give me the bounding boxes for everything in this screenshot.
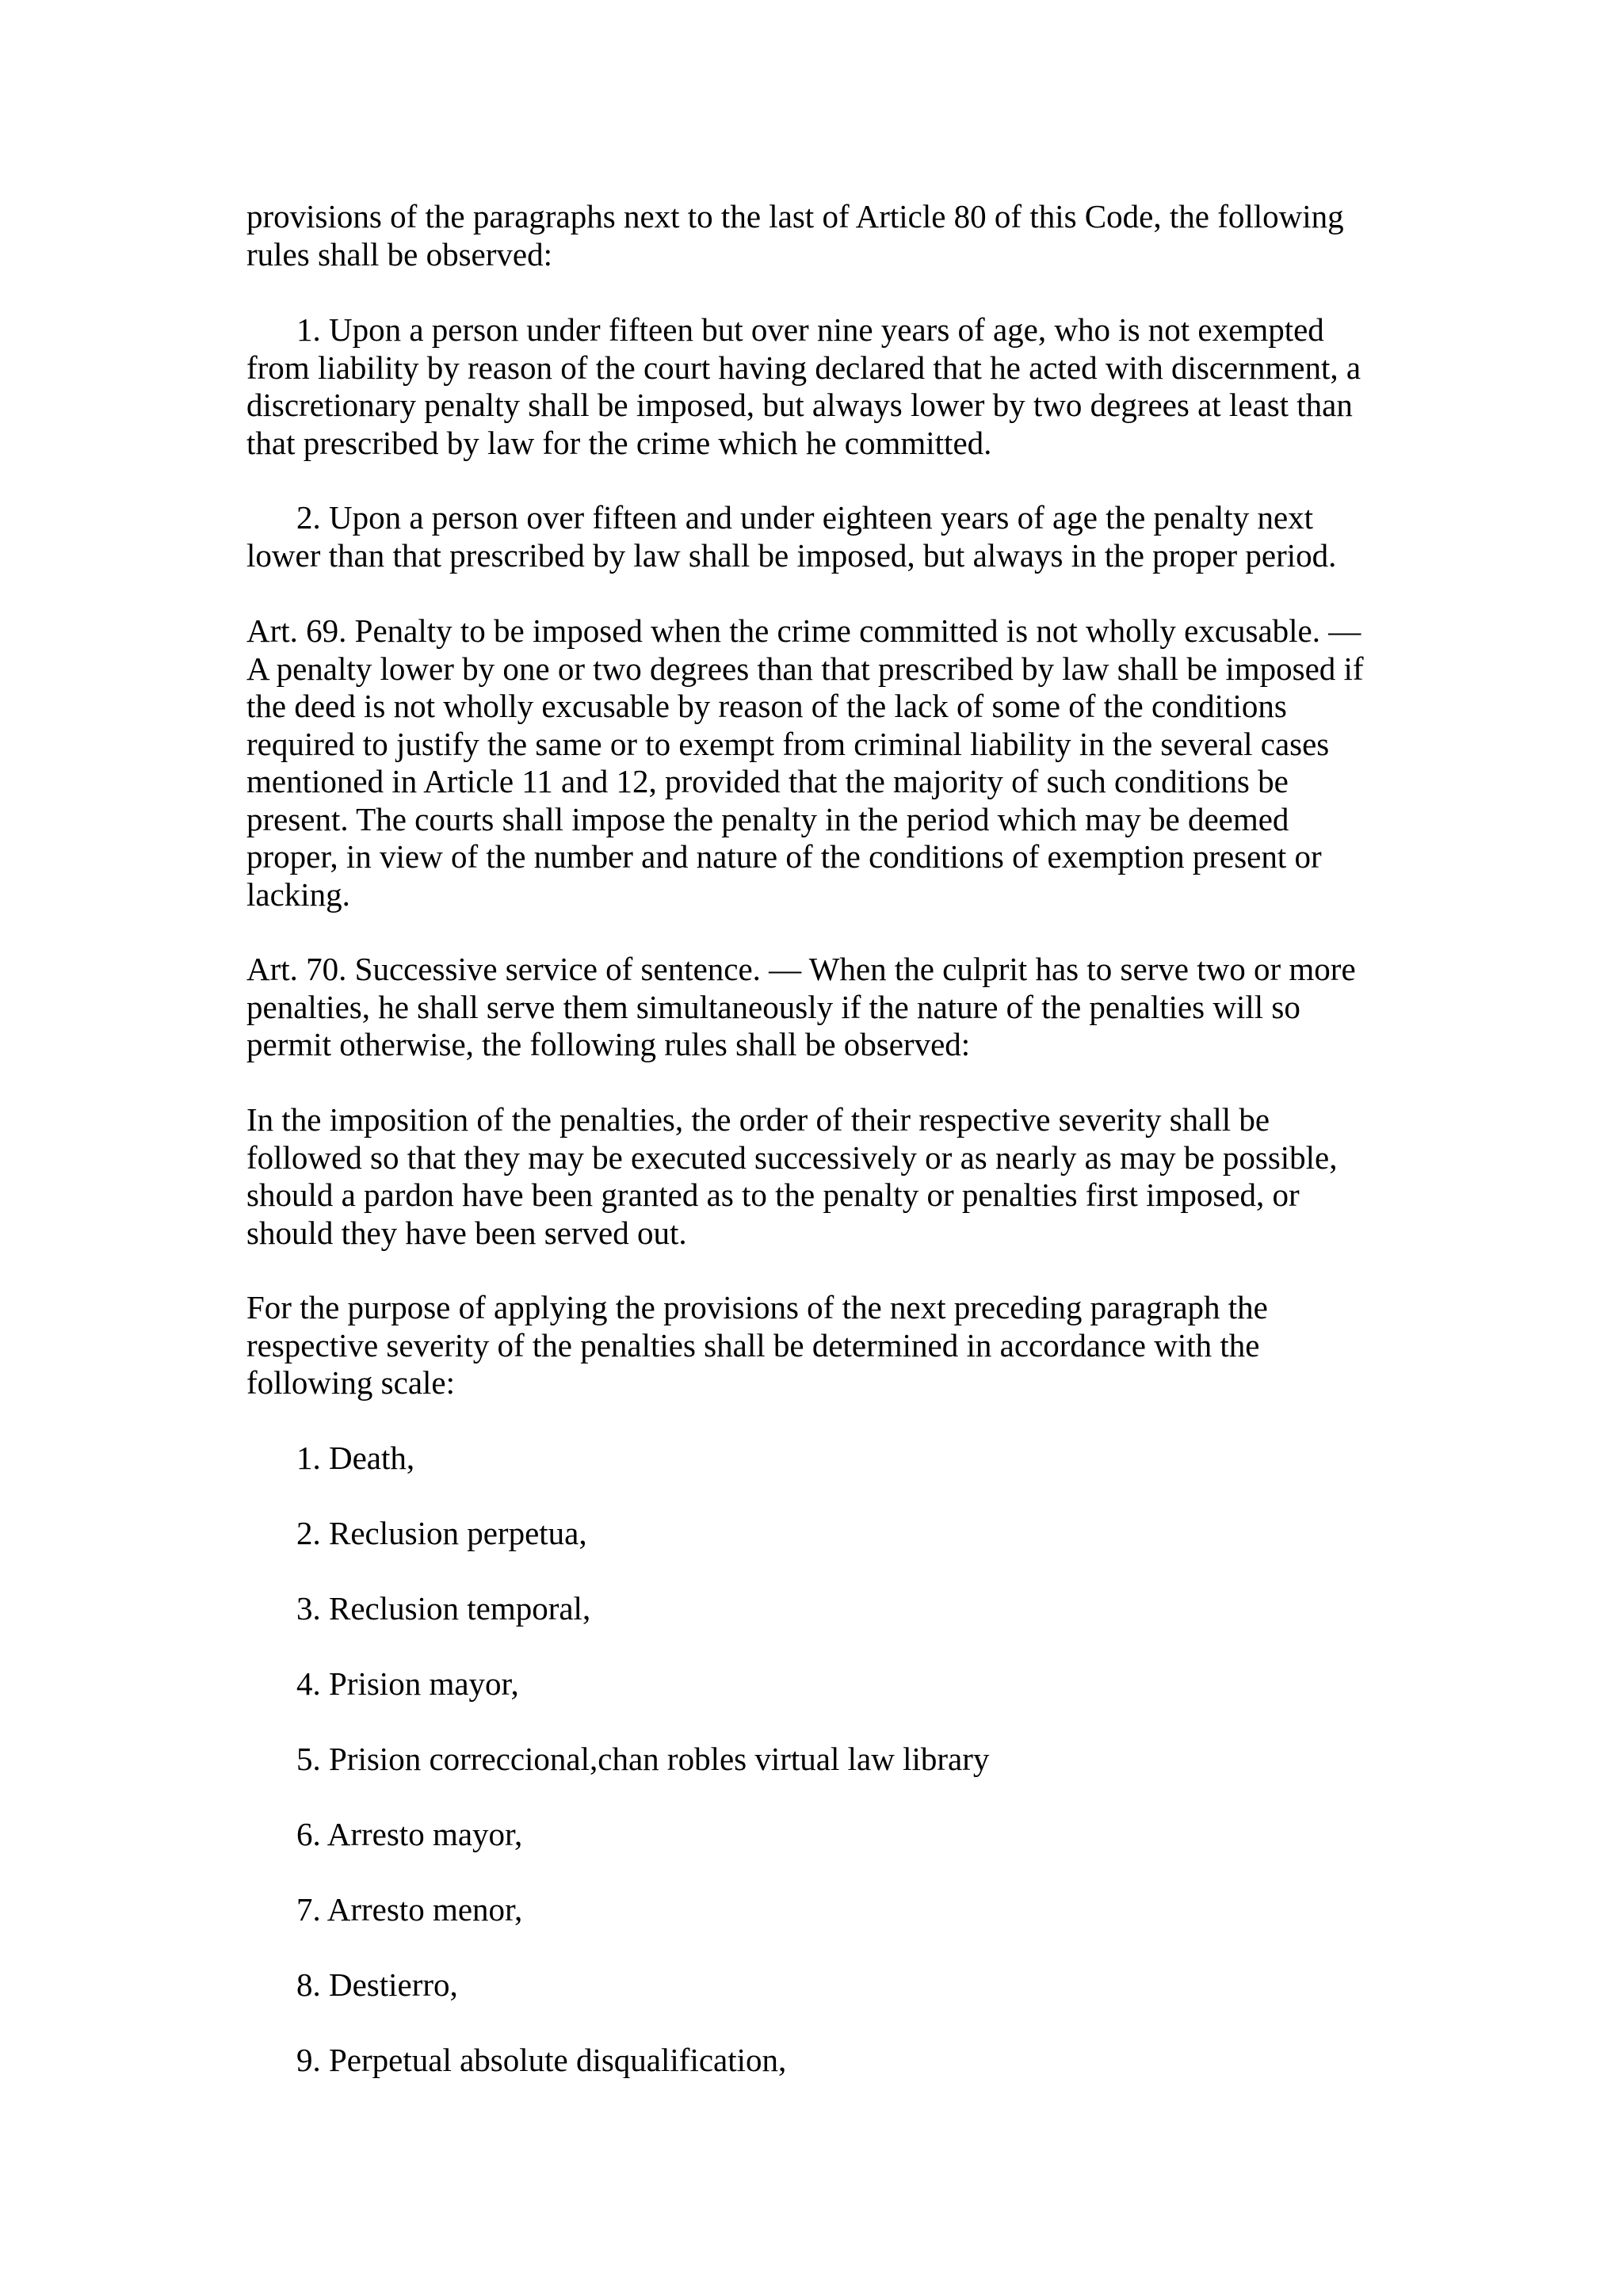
list-item: 2. Reclusion perpetua, (296, 1515, 587, 1551)
paragraph-article-70-order (246, 1101, 1396, 1252)
text-line: Art. 69. Penalty to be imposed when the crime committed is not wholly excusable. — (246, 612, 1361, 649)
paragraph-article-70-scale (246, 1289, 1396, 1402)
text-line: penalties, he shall serve them simultaneously if the nature of the penalties will so (246, 988, 1300, 1025)
list-item: 6. Arresto mayor, (296, 1816, 523, 1852)
scale-item-9 (246, 2042, 1396, 2080)
paragraph-article-70 (246, 951, 1396, 1064)
scale-item-8 (246, 1966, 1396, 2004)
text-line: For the purpose of applying the provisions of the next preceding paragraph the (246, 1289, 1268, 1325)
text-line: should they have been served out. (246, 1214, 687, 1251)
text-line: from liability by reason of the court having declared that he acted with discernment, a (246, 349, 1361, 386)
text-line: lacking. (246, 875, 350, 913)
scale-item-6 (246, 1816, 1396, 1854)
text-line: should a pardon have been granted as to the penalty or penalties first imposed, or (246, 1177, 1300, 1213)
paragraph-article-69 (246, 612, 1396, 913)
text-line: 1. Upon a person under fifteen but over nine years of age, who is not exempted (296, 311, 1324, 348)
list-item: 3. Reclusion temporal, (296, 1590, 591, 1627)
scale-item-2 (246, 1515, 1396, 1553)
list-item: 9. Perpetual absolute disqualification, (296, 2042, 787, 2078)
list-item: 7. Arresto menor, (296, 1891, 523, 1928)
text-line: Art. 70. Successive service of sentence. — When the culprit has to serve two or more (246, 951, 1356, 987)
paragraph-intro (246, 198, 1396, 273)
text-line: discretionary penalty shall be imposed, but always lower by two degrees at least than (246, 387, 1353, 423)
text-line: lower than that prescribed by law shall be imposed, but always in the proper period. (246, 536, 1337, 574)
text-line: followed so that they may be executed successively or as nearly as may be possible, (246, 1138, 1338, 1176)
list-item: 4. Prision mayor, (296, 1665, 519, 1702)
text-line: required to justify the same or to exempt from criminal liability in the several cases (246, 725, 1330, 762)
text-line: mentioned in Article 11 and 12, provided that the majority of such conditions be (246, 763, 1289, 799)
text-line: In the imposition of the penalties, the order of their respective severity shall be (246, 1101, 1270, 1138)
list-item: 1. Death, (296, 1440, 415, 1476)
text-line: rules shall be observed: (246, 235, 552, 273)
scale-item-7 (246, 1891, 1396, 1929)
text-line: 2. Upon a person over fifteen and under eighteen years of age the penalty next (296, 499, 1314, 536)
text-line: proper, in view of the number and nature of the conditions of exemption present or (246, 838, 1322, 875)
text-line: permit otherwise, the following rules shall be observed: (246, 1026, 971, 1062)
text-line: present. The courts shall impose the penalty in the period which may be deemed (246, 800, 1289, 837)
paragraph-rule-1 (246, 311, 1396, 462)
scale-item-4 (246, 1665, 1396, 1703)
text-line: the deed is not wholly excusable by reason of the lack of some of the conditions (246, 688, 1287, 724)
list-item: 8. Destierro, (296, 1966, 458, 2003)
scale-item-3 (246, 1590, 1396, 1628)
text-line: respective severity of the penalties shall be determined in accordance with the (246, 1326, 1260, 1363)
list-item: 5. Prision correccional,chan robles virtual law library (296, 1741, 990, 1777)
scale-item-5 (246, 1741, 1396, 1779)
text-line: following scale: (246, 1364, 456, 1401)
text-line: that prescribed by law for the crime which he committed. (246, 424, 992, 461)
paragraph-rule-2 (246, 499, 1396, 574)
text-line: provisions of the paragraphs next to the last of Article 80 of this Code, the following (246, 198, 1344, 235)
text-line: A penalty lower by one or two degrees than that prescribed by law shall be imposed if (246, 650, 1364, 687)
scale-item-1 (246, 1440, 1396, 1478)
